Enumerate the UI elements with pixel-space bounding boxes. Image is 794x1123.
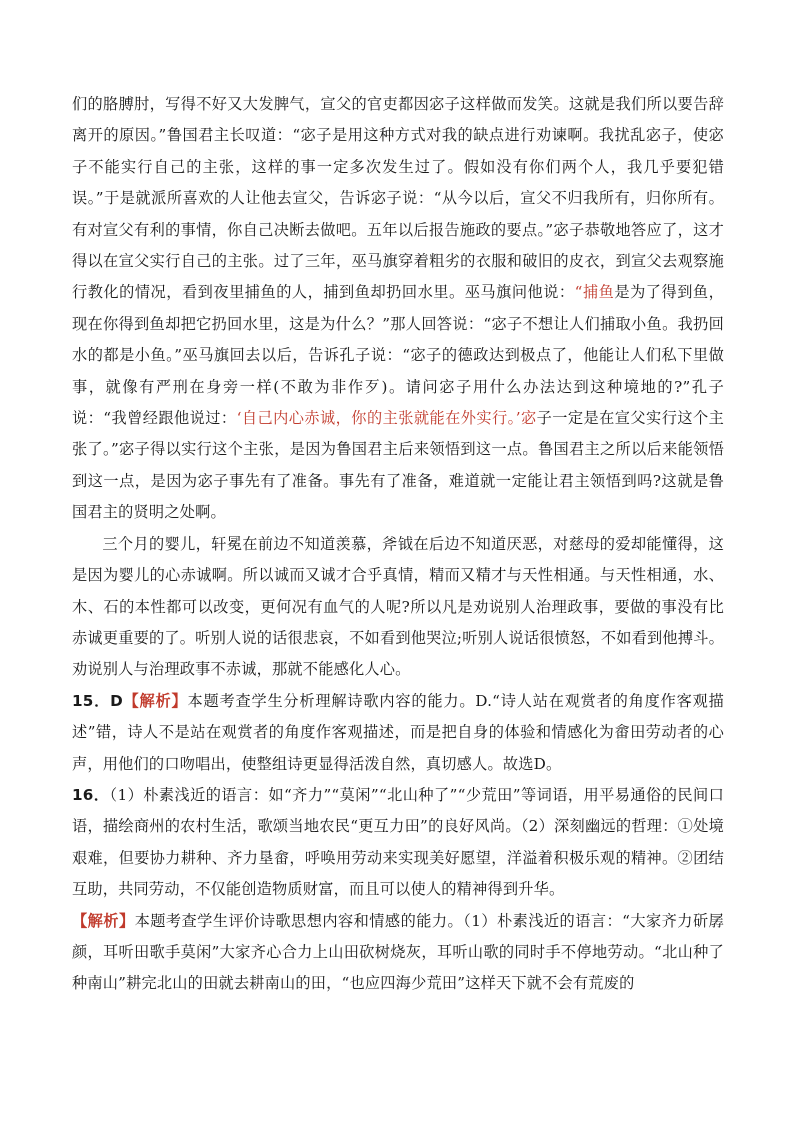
question-number: 16． [72, 785, 110, 804]
analysis-16 [72, 906, 724, 1000]
paragraph-text: 们的胳膊肘，写得不好又大发脾气，宣父的官吏都因宓子这样做而发笑。这就是我们所以要告辞离开的原因。”鲁国君主长叹道：“宓子是用这种方式对我的缺点进行劝谏啊。我扰乱宓子，使宓子不能实行自己的主张，这样的事一定多次发生过了。假如没有你们两个人，我几乎要犯错误。”于是就派所喜欢的人让他去宣父，告诉宓子说：“从今以后，宣父不归我所有，归你所有。有对宣父有利的事情，你自己决断去做吧。五年以后报告施政的要点。”宓子恭敬地答应了，这才得以在宣父实行自己的主张。过了三年，巫马旗穿着粗劣的衣服和破旧的皮衣，到宣父去观察施行教化的情况，看到夜里捕鱼的人，捕到鱼却扔回水里。巫马旗问他说： [72, 95, 724, 302]
translation-paragraph-1 [72, 89, 724, 529]
paragraph-text: 子一定是在宣父实行这个主张了。”宓子得以实行这个主张，是因为鲁国君主后来领悟到这一点。鲁国君主之所以后来能领悟到这一点，是因为宓子事先有了准备。事先有了准备，难道就一定能让君主领悟到吗?这就是鲁国君主的贤明之处啊。 [72, 409, 724, 522]
answer-text: 本题考查学生分析理解诗歌内容的能力。D.“诗人站在观赏者的角度作客观描述”错，诗人不是站在观赏者的角度作客观描述，而是把自身的体验和情感化为畲田劳动者的心声，用他们的口吻唱出，使整组诗更显得活泼自然，真切感人。故选D。 [72, 691, 724, 773]
answer-16 [72, 780, 724, 906]
analysis-tag: 【解析】 [122, 691, 188, 710]
answer-text: （1）朴素浅近的语言：如“齐力”“莫闲”“北山种了”“少荒田”等词语，用平易通俗的民间口语，描绘商州的农村生活，歌颂当地农民“更互力田”的良好风尚。（2）深刻幽远的哲理：①处境艰难，但要协力耕种、齐力垦畲，呼唤用劳动来实现美好愿望，洋溢着积极乐观的精神。②团结互助，共同劳动，不仅能创造物质财富，而且可以使人的精神得到升华。 [72, 785, 724, 899]
highlighted-quote: “捕鱼 [574, 283, 615, 302]
highlighted-quote: ‘自己内心赤诚，你的主张就能在外实行。’宓 [236, 409, 537, 428]
answer-15 [72, 686, 724, 780]
translation-paragraph-2: 三个月的婴儿，轩冕在前边不知道羡慕，斧钺在后边不知道厌恶，对慈母的爱却能懂得，这是因为婴儿的心赤诚啊。所以诚而又诚才合乎真情，精而又精才与天性相通。与天性相通，水、木、石的本性都可以改变，更何况有血气的人呢?所以凡是劝说别人治理政事，要做的事没有比赤诚更重要的了。听别人说的话很悲哀，不如看到他哭泣;听别人说话很愤怒，不如看到他搏斗。劝说别人与治理政事不赤诚，那就不能感化人心。 [72, 534, 724, 679]
paragraph-text: 是为了得到鱼，现在你得到鱼却把它扔回水里，这是为什么？”那人回答说：“宓子不想让人们捕取小鱼。我扔回水的都是小鱼。”巫马旗回去以后，告诉孔子说：“宓子的德政达到极点了，他能让人们私下里做事，就像有严刑在身旁一样(不敢为非作歹)。请问宓子用什么办法达到这种境地的?”孔子说：“我曾经跟他说过： [72, 283, 724, 428]
question-number: 15．D [72, 691, 123, 710]
analysis-text: 本题考查学生评价诗歌思想内容和情感的能力。（1）朴素浅近的语言：“大家齐力斫孱颜，耳听田歌手莫闲”大家齐心合力上山田砍树烧灰，耳听山歌的同时手不停地劳动。“北山种了种南山”耕完北山的田就去耕南山的田，“也应四海少荒田”这样天下就不会有荒废的 [72, 911, 724, 993]
document-body [72, 89, 724, 1000]
analysis-tag: 【解析】 [72, 911, 135, 930]
